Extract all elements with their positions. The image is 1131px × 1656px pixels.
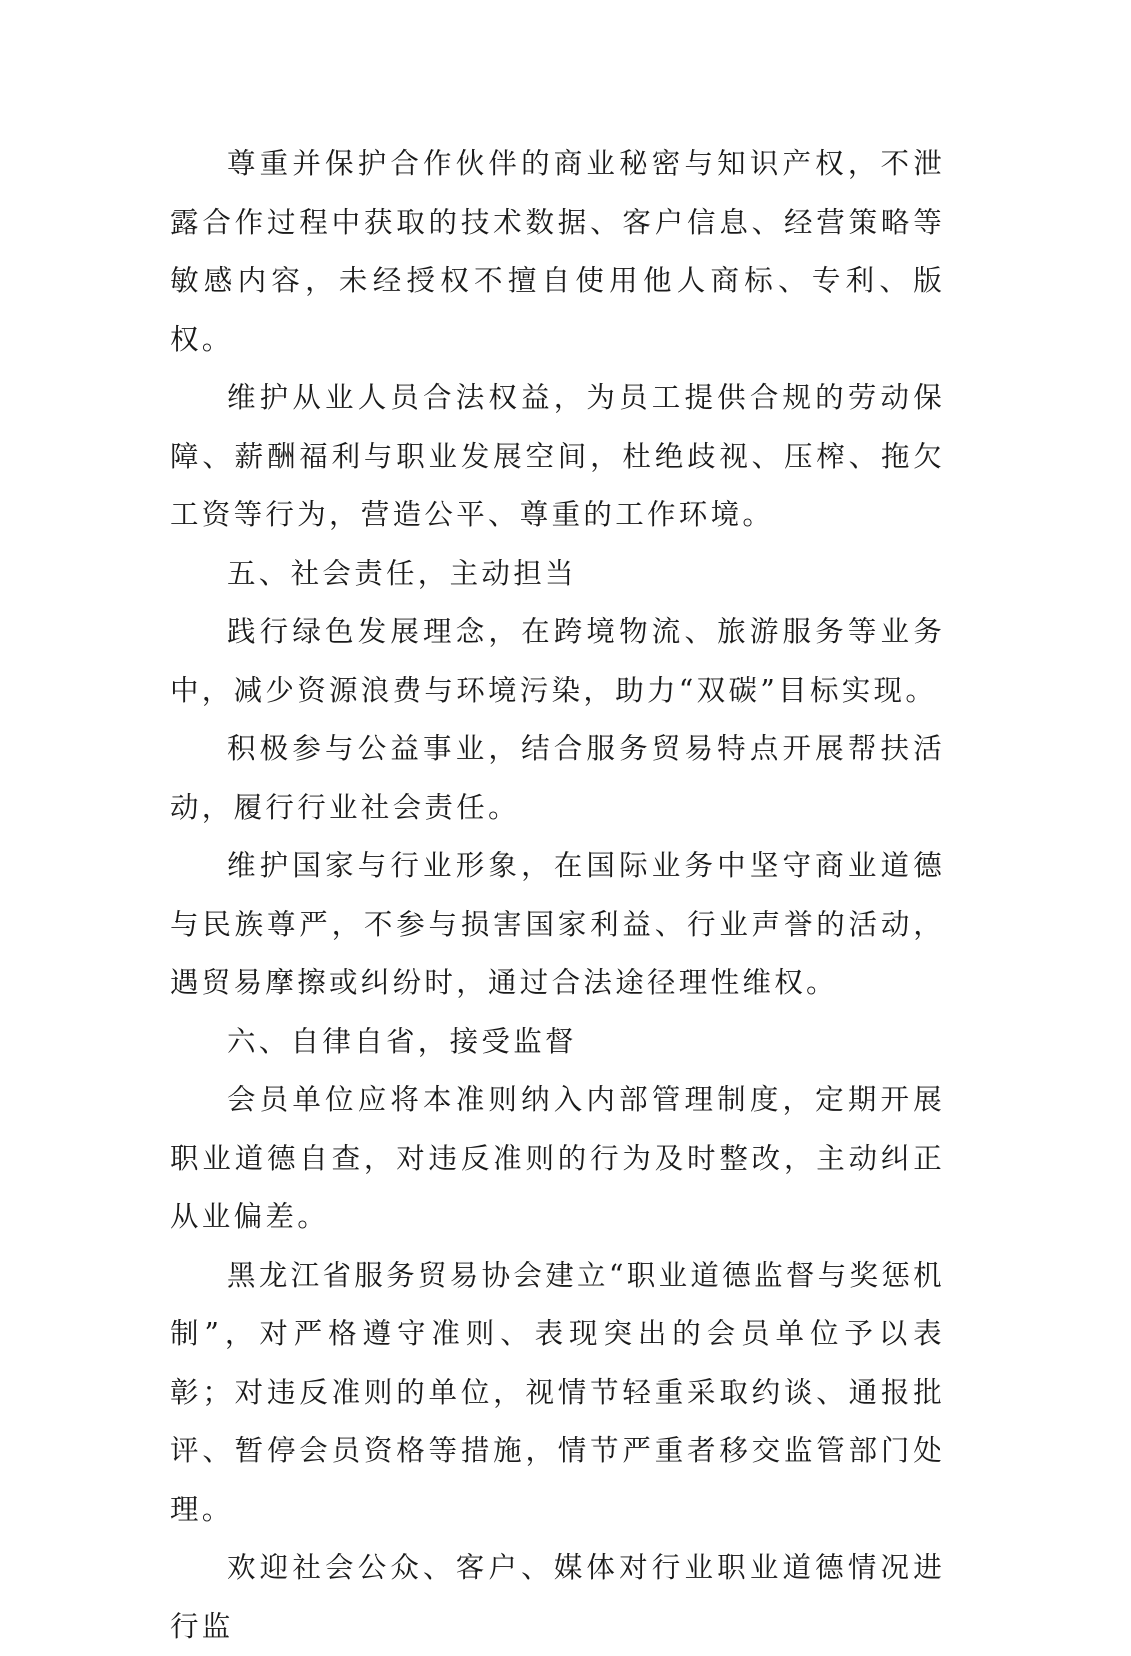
paragraph-national-image: 维护国家与行业形象，在国际业务中坚守商业道德与民族尊严，不参与损害国家利益、行业声誉的活动，遇贸易摩擦或纠纷时，通过合法途径理性维权。 (170, 849, 945, 999)
document-body (170, 135, 945, 1656)
paragraph-public-supervision: 欢迎社会公众、客户、媒体对行业职业道德情况进行监 (170, 1551, 945, 1643)
paragraph-public-welfare: 积极参与公益事业，结合服务贸易特点开展帮扶活动，履行行业社会责任。 (170, 732, 945, 824)
paragraph-employee-rights: 维护从业人员合法权益，为员工提供合规的劳动保障、薪酬福利与职业发展空间，杜绝歧视、压榨、拖欠工资等行为，营造公平、尊重的工作环境。 (170, 381, 945, 531)
section-heading-self-discipline: 六、自律自省，接受监督 (227, 1024, 577, 1058)
paragraph-internal-management: 会员单位应将本准则纳入内部管理制度，定期开展职业道德自查，对违反准则的行为及时整改，主动纠正从业偏差。 (170, 1083, 945, 1233)
section-heading-social-responsibility: 五、社会责任，主动担当 (227, 556, 577, 590)
paragraph-green-development: 践行绿色发展理念，在跨境物流、旅游服务等业务中，减少资源浪费与环境污染，助力“双碳”目标实现。 (170, 615, 945, 707)
paragraph-supervision-mechanism: 黑龙江省服务贸易协会建立“职业道德监督与奖惩机制”，对严格遵守准则、表现突出的会员单位予以表彰；对违反准则的单位，视情节轻重采取约谈、通报批评、暂停会员资格等措施，情节严重者移交监管部门处理。 (170, 1258, 945, 1526)
paragraph-trade-secrets: 尊重并保护合作伙伴的商业秘密与知识产权，不泄露合作过程中获取的技术数据、客户信息、经营策略等敏感内容，未经授权不擅自使用他人商标、专利、版权。 (170, 147, 945, 356)
